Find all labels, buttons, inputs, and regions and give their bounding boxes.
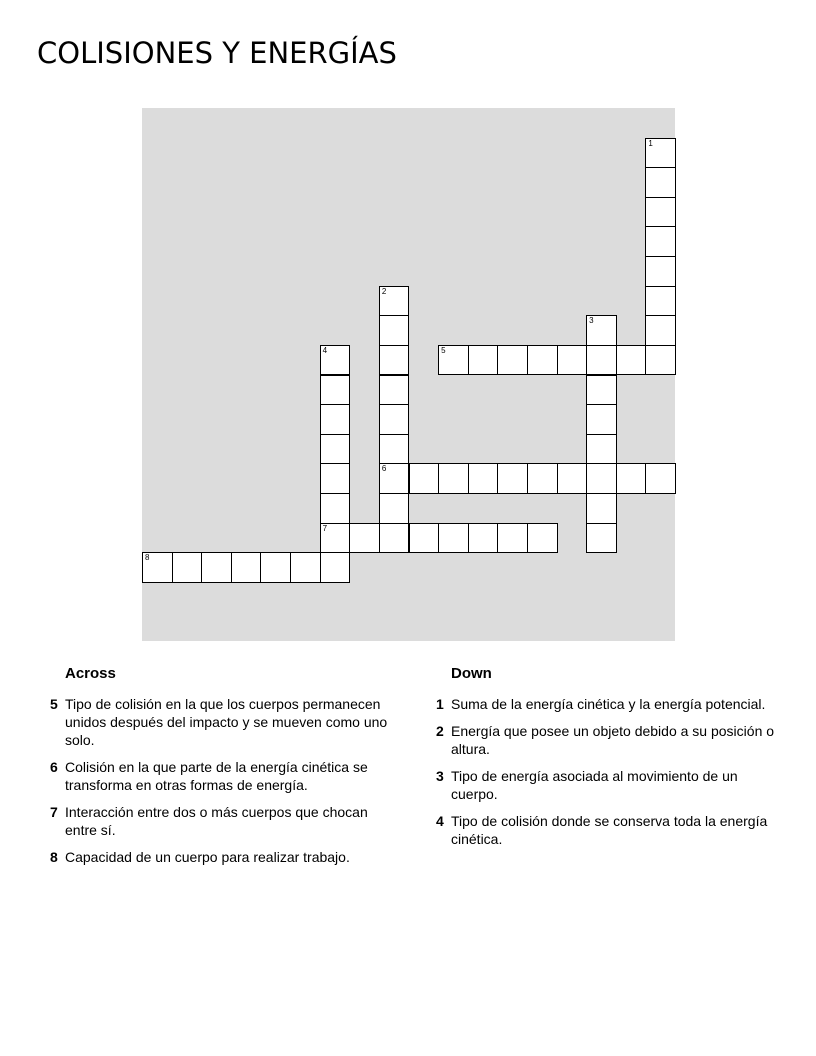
grid-cell[interactable] (379, 434, 410, 465)
grid-cell[interactable] (497, 523, 528, 554)
grid-cell[interactable] (379, 286, 410, 317)
grid-cell[interactable] (586, 404, 617, 435)
clue-text: Colisión en la que parte de la energía cinética se transforma en otras formas de energía. (65, 759, 368, 793)
grid-cell[interactable] (231, 552, 262, 583)
grid-cell[interactable] (497, 345, 528, 376)
grid-cell[interactable] (586, 463, 617, 494)
down-heading: Down (451, 665, 492, 682)
grid-cell[interactable] (438, 523, 469, 554)
cell-number: 8 (145, 553, 150, 563)
grid-cell[interactable] (379, 315, 410, 346)
clue-number: 6 (50, 759, 58, 775)
cell-number: 2 (381, 286, 387, 296)
grid-cell[interactable] (409, 523, 440, 554)
grid-cell[interactable] (586, 434, 617, 465)
clue-text: Capacidad de un cuerpo para realizar trabajo. (65, 849, 350, 865)
grid-cell[interactable] (409, 463, 440, 494)
grid-cell[interactable] (379, 463, 410, 494)
clue-number: 3 (436, 768, 444, 784)
grid-cell[interactable] (320, 345, 351, 376)
across-heading: Across (65, 665, 116, 682)
cell-number: 1 (648, 138, 653, 148)
grid-cell[interactable] (586, 315, 617, 346)
grid-cell[interactable] (468, 523, 499, 554)
grid-cell[interactable] (320, 434, 351, 465)
clue-across-6 (44, 758, 394, 794)
clue-text: Suma de la energía cinética y la energía potencial. (451, 696, 766, 712)
grid-cell[interactable] (645, 167, 676, 198)
cell-number: 3 (589, 316, 594, 326)
grid-cell[interactable] (557, 463, 588, 494)
grid-cell[interactable] (557, 345, 588, 376)
grid-cell[interactable] (586, 345, 617, 376)
grid-cell[interactable] (260, 552, 291, 583)
grid-cell[interactable] (645, 256, 676, 287)
grid-cell[interactable] (527, 463, 558, 494)
cell-number: 5 (441, 345, 446, 355)
grid-cell[interactable] (320, 493, 351, 524)
clue-text: Tipo de colisión donde se conserva toda la energía cinética. (451, 813, 768, 847)
clue-number: 1 (436, 696, 444, 712)
clue-text: Tipo de colisión en la que los cuerpos permanecen unidos después del impacto y se mueven como uno solo. (65, 696, 388, 748)
clue-number: 4 (436, 813, 444, 829)
cell-number: 6 (381, 464, 387, 474)
grid-cell[interactable] (645, 345, 676, 376)
clue-number: 7 (50, 804, 58, 820)
grid-cell[interactable] (645, 226, 676, 257)
grid-cell[interactable] (320, 552, 351, 583)
clue-down-3 (430, 767, 780, 803)
grid-cell[interactable] (349, 523, 380, 554)
grid-cell[interactable] (527, 345, 558, 376)
cell-number: 4 (322, 345, 328, 355)
clue-number: 2 (436, 723, 444, 739)
grid-cell[interactable] (468, 345, 499, 376)
clue-down-4 (430, 812, 780, 848)
grid-cell[interactable] (586, 493, 617, 524)
down-clues (430, 665, 780, 857)
clue-text: Energía que posee un objeto debido a su posición o altura. (451, 723, 775, 757)
clue-text: Interacción entre dos o más cuerpos que chocan entre sí. (65, 804, 368, 838)
grid-cell[interactable] (201, 552, 232, 583)
grid-cell[interactable] (438, 345, 469, 376)
grid-cell[interactable] (497, 463, 528, 494)
grid-cell[interactable] (290, 552, 321, 583)
clue-across-7 (44, 803, 394, 839)
grid-cell[interactable] (645, 197, 676, 228)
clue-down-2 (430, 722, 780, 758)
cell-number: 7 (322, 523, 328, 533)
clue-down-1 (430, 695, 780, 713)
crossword-grid (142, 108, 675, 641)
clue-number: 5 (50, 696, 58, 712)
grid-cell[interactable] (586, 523, 617, 554)
grid-cell[interactable] (379, 404, 410, 435)
grid-cell[interactable] (645, 138, 676, 169)
grid-cell[interactable] (616, 345, 647, 376)
grid-cell[interactable] (645, 286, 676, 317)
clue-across-5 (44, 695, 394, 749)
grid-cell[interactable] (438, 463, 469, 494)
grid-cell[interactable] (379, 493, 410, 524)
grid-cell[interactable] (320, 463, 351, 494)
across-clues (44, 665, 394, 875)
grid-cell[interactable] (586, 375, 617, 406)
grid-cell[interactable] (320, 404, 351, 435)
grid-cell[interactable] (379, 345, 410, 376)
grid-cell[interactable] (379, 375, 410, 406)
clue-text: Tipo de energía asociada al movimiento de un cuerpo. (451, 768, 738, 802)
grid-cell[interactable] (468, 463, 499, 494)
grid-cell[interactable] (645, 463, 676, 494)
grid-cell[interactable] (379, 523, 410, 554)
clue-number: 8 (50, 849, 58, 865)
page-title: COLISIONES Y ENERGÍAS (37, 36, 397, 70)
grid-cell[interactable] (320, 523, 351, 554)
grid-cell[interactable] (320, 375, 351, 406)
grid-cell[interactable] (527, 523, 558, 554)
clue-across-8 (44, 848, 394, 866)
grid-cell[interactable] (645, 315, 676, 346)
grid-cell[interactable] (172, 552, 203, 583)
grid-cell[interactable] (616, 463, 647, 494)
grid-cell[interactable] (142, 552, 173, 583)
